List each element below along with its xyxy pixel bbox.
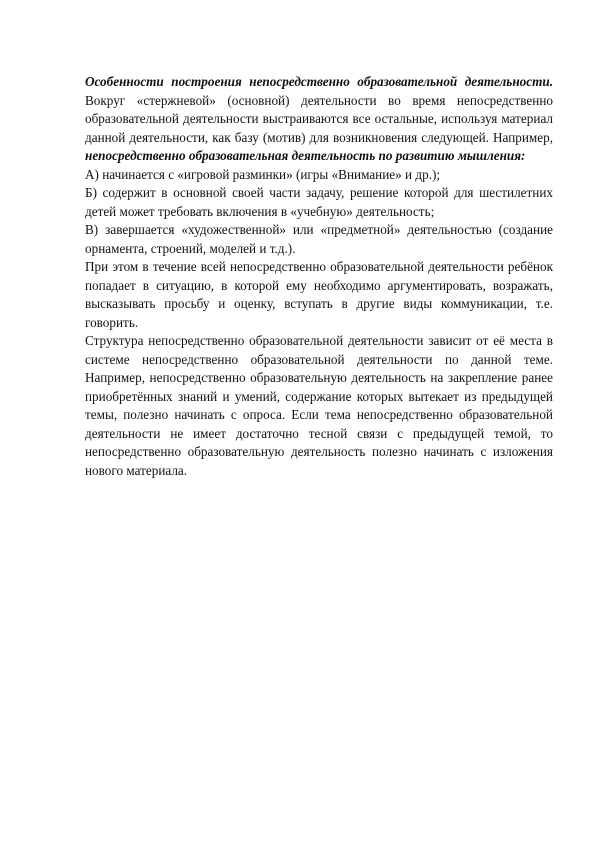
paragraph-communication: При этом в течение всей непосредственно образовательной деятельности ребёнок попадает в ситуацию, в которой ему необходимо аргументировать, возражать, высказывать просьбу и оценку, вступать в другие виды коммуникации, т.е. говорить. (85, 259, 553, 330)
document-body (85, 73, 553, 480)
list-item-c: В) завершается «художественной» или «предметной» деятельностью (создание орнамента, строений, моделей и т.д.). (85, 222, 553, 256)
paragraph-intro (85, 73, 553, 166)
intro-text: Вокруг «стержневой» (основной) деятельности во время непосредственно образовательной деятельности выстраиваются все остальные, используя материал данной деятельности, как базу (мотив) для возникновения следующей. Например, (85, 92, 553, 145)
intro-emphasis: непосредственно образовательная деятельность по развитию мышления: (85, 148, 526, 163)
section-heading: Особенности построения непосредственно образовательной деятельности. (85, 74, 553, 89)
list-item-b: Б) содержит в основной своей части задачу, решение которой для шестилетних детей может требовать включения в «учебную» деятельность; (85, 185, 553, 219)
list-item-a: А) начинается с «игровой разминки» (игры «Внимание» и др.); (85, 166, 441, 182)
paragraph-structure: Структура непосредственно образовательной деятельности зависит от её места в системе непосредственно образовательной деятельности по данной теме. Например, непосредственно образовательную деятельность на закрепление ранее приобретённых знаний и умений, содержание которых вытекает из предыдущей темы, полезно начинать с опроса. Если тема непосредственно образовательной деятельности не имеет достаточно тесной связи с предыдущей темой, то непосредственно образовательную деятельность полезно начинать с изложения нового материала. (85, 333, 553, 478)
